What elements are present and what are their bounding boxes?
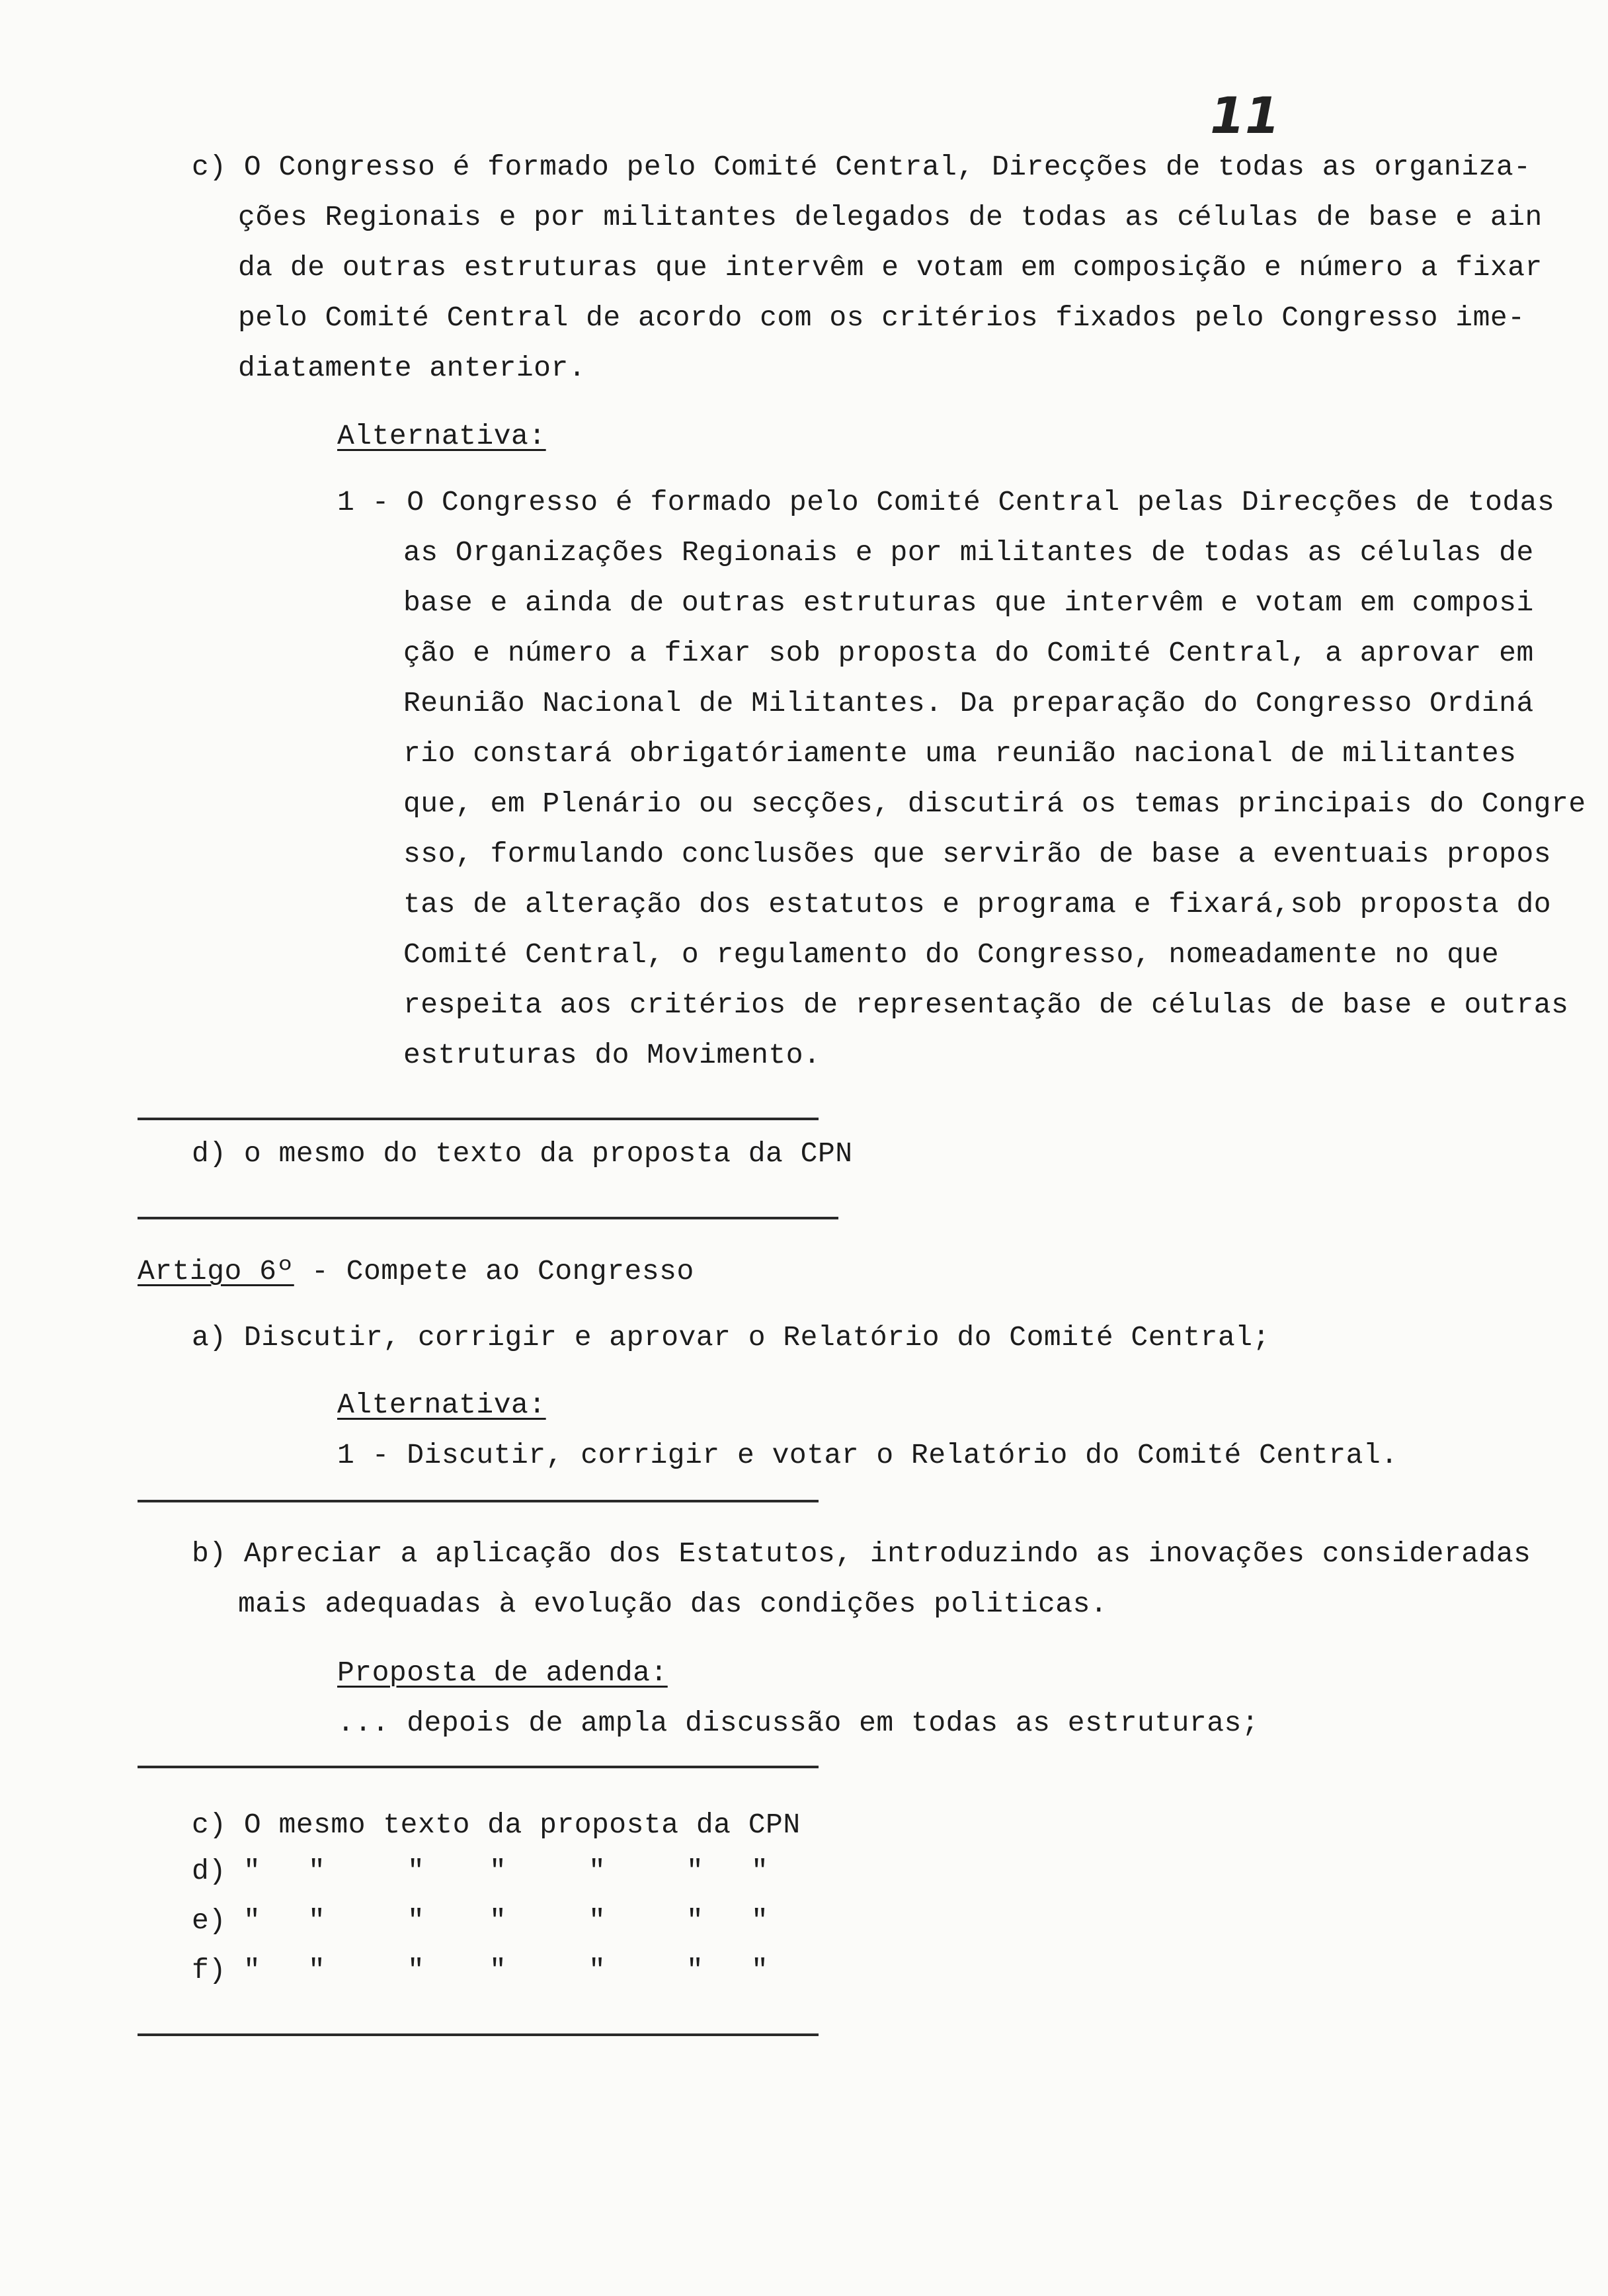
section-c-alt-line-6: rio constará obrigatóriamente uma reunião nacional de militantes <box>403 737 1517 770</box>
section-c-alt-line-7: que, em Plenário ou secções, discutirá os temas principais do Congre <box>403 788 1586 820</box>
page-number: 11 <box>1210 86 1280 145</box>
ditto-mark: " <box>489 1855 506 1887</box>
item-c-text: c) O mesmo texto da proposta da CPN <box>192 1809 801 1841</box>
section-c-line-3: da de outras estruturas que intervêm e votam em composição e número a fixar <box>238 251 1543 284</box>
ditto-mark: " <box>588 1905 606 1937</box>
ditto-mark: " <box>243 1954 261 1987</box>
divider-rule <box>138 2033 819 2036</box>
ditto-mark: " <box>588 1855 606 1887</box>
ditto-mark: " <box>407 1855 424 1887</box>
section-c-alt-line-9: tas de alteração dos estatutos e programa e fixará,sob proposta do <box>403 888 1552 921</box>
ditto-mark: " <box>308 1905 325 1937</box>
section-c-line-1: c) O Congresso é formado pelo Comité Central, Direcções de todas as organiza- <box>192 151 1531 183</box>
section-c-alt-line-1: 1 - O Congresso é formado pelo Comité Central pelas Direcções de todas <box>337 486 1555 518</box>
ditto-mark: " <box>686 1954 704 1987</box>
ditto-mark: " <box>489 1905 506 1937</box>
ditto-mark: " <box>489 1954 506 1987</box>
item-a-alternativa-label: Alternativa: <box>337 1389 546 1421</box>
ditto-mark: " <box>243 1855 261 1887</box>
item-a-alternativa-text: 1 - Discutir, corrigir e votar o Relatório do Comité Central. <box>337 1439 1398 1471</box>
section-c-alt-line-5: Reunião Nacional de Militantes. Da preparação do Congresso Ordiná <box>403 687 1534 719</box>
ditto-mark: " <box>588 1954 606 1987</box>
item-a-text: a) Discutir, corrigir e aprovar o Relatório do Comité Central; <box>192 1321 1270 1354</box>
ditto-row-label: d) <box>192 1855 226 1887</box>
section-c-alt-line-8: sso, formulando conclusões que servirão de base a eventuais propos <box>403 838 1552 870</box>
ditto-mark: " <box>308 1855 325 1887</box>
section-c-line-2: ções Regionais e por militantes delegados de todas as células de base e ain <box>238 201 1543 233</box>
item-b-line-1: b) Apreciar a aplicação dos Estatutos, introduzindo as inovações consideradas <box>192 1538 1531 1570</box>
ditto-mark: " <box>751 1855 768 1887</box>
ditto-mark: " <box>407 1954 424 1987</box>
section-d-text: d) o mesmo do texto da proposta da CPN <box>192 1137 853 1170</box>
item-b-adenda-text: ... depois de ampla discussão em todas as estruturas; <box>337 1707 1260 1739</box>
section-c-line-4: pelo Comité Central de acordo com os critérios fixados pelo Congresso ime- <box>238 302 1525 334</box>
ditto-mark: " <box>751 1954 768 1987</box>
divider-rule <box>138 1118 819 1120</box>
ditto-row-label: f) <box>192 1954 226 1987</box>
artigo-heading <box>138 1255 694 1288</box>
ditto-row-label: e) <box>192 1905 226 1937</box>
item-b-line-2: mais adequadas à evolução das condições politicas. <box>238 1588 1108 1620</box>
ditto-mark: " <box>243 1905 261 1937</box>
section-c-alt-line-10: Comité Central, o regulamento do Congresso, nomeadamente no que <box>403 938 1500 971</box>
section-c-alt-line-3: base e ainda de outras estruturas que intervêm e votam em composi <box>403 587 1534 619</box>
ditto-mark: " <box>686 1855 704 1887</box>
section-c-alt-line-2: as Organizações Regionais e por militantes de todas as células de <box>403 536 1534 569</box>
ditto-mark: " <box>407 1905 424 1937</box>
divider-rule <box>138 1766 819 1768</box>
section-c-alternativa-label: Alternativa: <box>337 420 546 452</box>
ditto-mark: " <box>308 1954 325 1987</box>
ditto-mark: " <box>686 1905 704 1937</box>
section-c-alt-line-4: ção e número a fixar sob proposta do Comité Central, a aprovar em <box>403 637 1534 669</box>
artigo-label: Artigo 6º <box>138 1255 294 1288</box>
item-b-adenda-label: Proposta de adenda: <box>337 1657 668 1689</box>
ditto-mark: " <box>751 1905 768 1937</box>
section-c-line-5: diatamente anterior. <box>238 352 586 384</box>
artigo-title: - Compete ao Congresso <box>294 1255 694 1288</box>
divider-rule <box>138 1217 838 1219</box>
section-c-alt-line-11: respeita aos critérios de representação de células de base e outras <box>403 989 1569 1021</box>
section-c-alt-line-12: estruturas do Movimento. <box>403 1039 821 1071</box>
divider-rule <box>138 1500 819 1502</box>
